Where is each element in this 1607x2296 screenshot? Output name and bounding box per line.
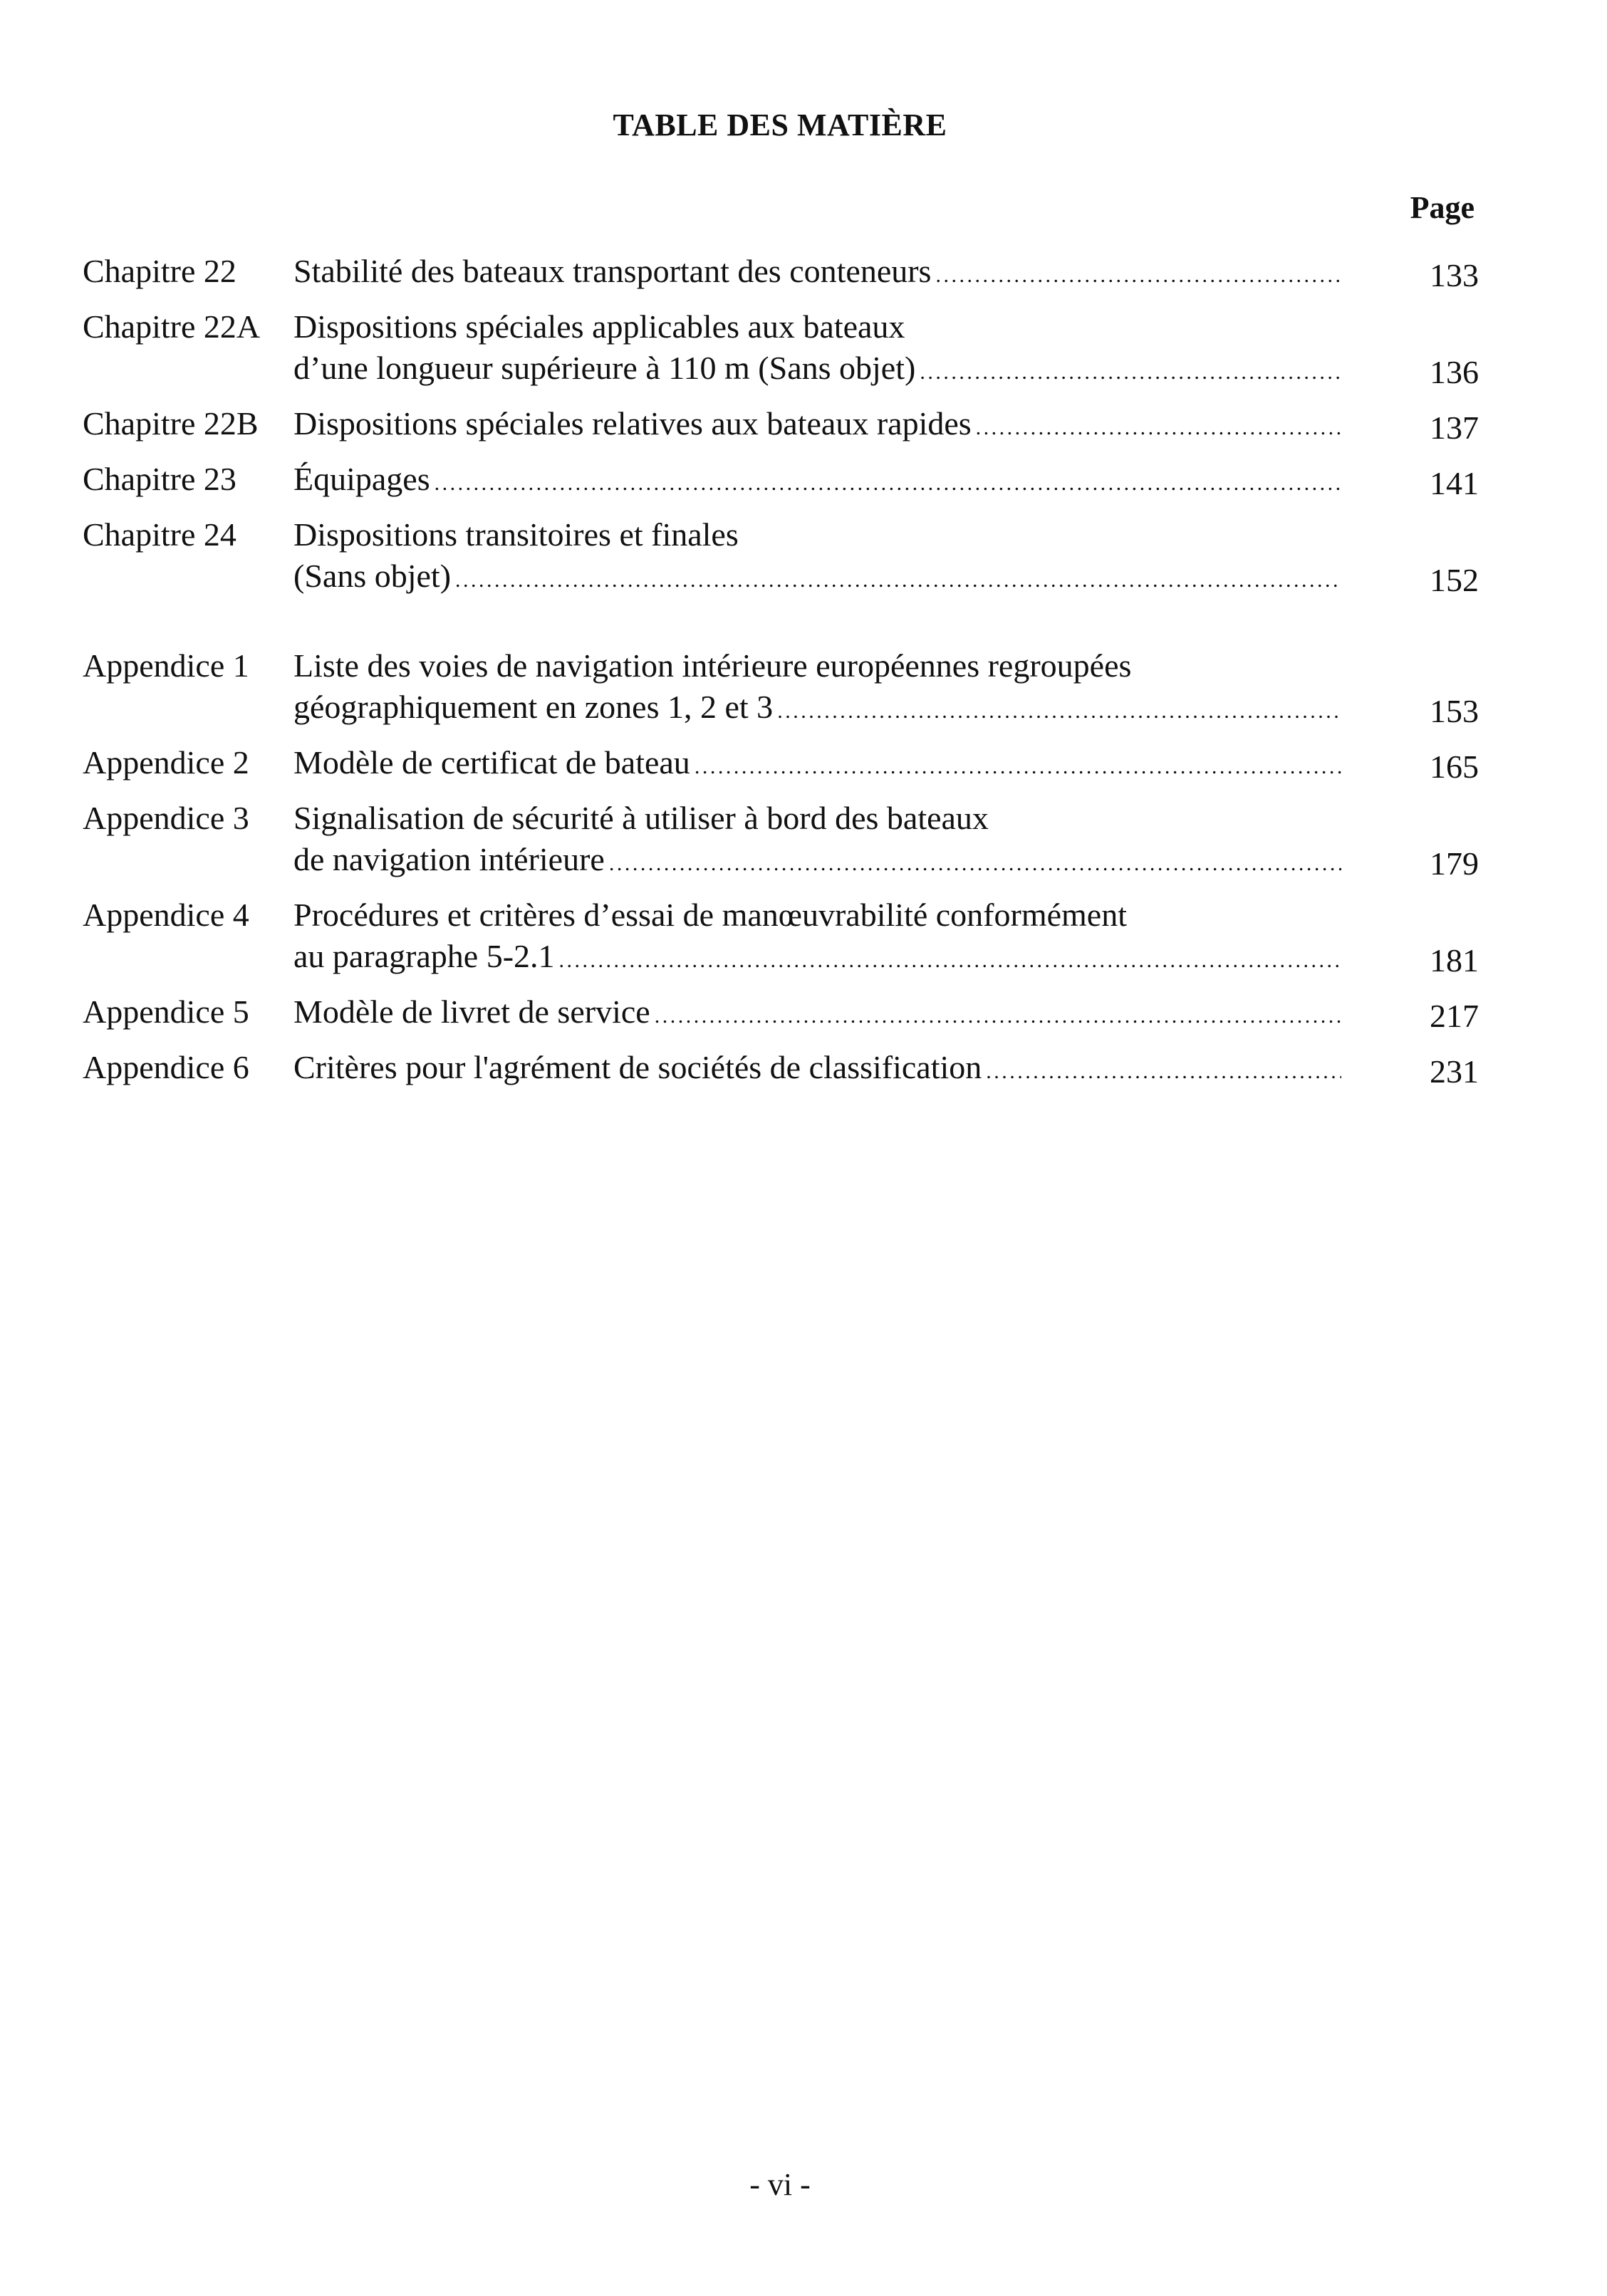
entry-label: Chapitre 22A xyxy=(83,308,261,345)
entry-title-line: Modèle de certificat de bateau xyxy=(293,744,690,781)
entry-page-number: 217 xyxy=(1430,998,1479,1034)
entry-title-line: Dispositions transitoires et finales xyxy=(293,516,739,553)
dot-leader xyxy=(986,1047,1341,1092)
entry-page-number: 181 xyxy=(1430,942,1479,979)
page-column-header: Page xyxy=(1410,190,1475,225)
dot-leader xyxy=(976,403,1341,449)
entry-page-number: 231 xyxy=(1430,1053,1479,1090)
dot-leader xyxy=(435,459,1341,504)
toc-entry[interactable] xyxy=(83,894,1479,981)
entry-title-line: géographiquement en zones 1, 2 et 3 xyxy=(293,689,774,725)
entry-title-line: Signalisation de sécurité à utiliser à bord des bateaux xyxy=(293,800,989,836)
entry-label: Appendice 6 xyxy=(83,1049,249,1085)
entry-label: Chapitre 22B xyxy=(83,405,259,442)
entry-title xyxy=(293,306,1341,393)
appendices-section xyxy=(83,645,1479,1092)
entry-label: Appendice 2 xyxy=(83,744,249,781)
dot-leader xyxy=(695,742,1341,788)
entry-page-number: 137 xyxy=(1430,409,1479,446)
entry-title-line: Modèle de livret de service xyxy=(293,993,650,1030)
entry-title-line: d’une longueur supérieure à 110 m (Sans objet) xyxy=(293,350,916,386)
table-of-contents xyxy=(83,251,1479,1102)
toc-entry[interactable] xyxy=(83,798,1479,885)
dot-leader xyxy=(655,991,1341,1037)
entry-label: Appendice 1 xyxy=(83,647,249,684)
entry-title-line: Dispositions spéciales applicables aux bateaux xyxy=(293,308,905,345)
entry-label: Chapitre 23 xyxy=(83,461,236,497)
chapters-section xyxy=(83,251,1479,601)
toc-entry[interactable] xyxy=(83,991,1479,1037)
page-footer-number: - vi - xyxy=(749,2167,811,2202)
toc-entry[interactable] xyxy=(83,306,1479,393)
toc-entry[interactable] xyxy=(83,514,1479,601)
entry-page-number: 153 xyxy=(1430,693,1479,729)
entry-title-line: Critères pour l'agrément de sociétés de classification xyxy=(293,1049,982,1085)
entry-title xyxy=(293,798,1341,885)
entry-title xyxy=(293,459,1341,504)
entry-page-number: 141 xyxy=(1430,465,1479,501)
entry-title xyxy=(293,742,1341,788)
entry-label: Chapitre 24 xyxy=(83,516,236,553)
entry-title xyxy=(293,1047,1341,1092)
dot-leader xyxy=(777,687,1341,732)
entry-label: Chapitre 22 xyxy=(83,253,236,289)
entry-label: Appendice 5 xyxy=(83,993,249,1030)
entry-title-line: de navigation intérieure xyxy=(293,841,605,877)
entry-title xyxy=(293,403,1341,449)
entry-title-line: (Sans objet) xyxy=(293,558,452,594)
dot-leader xyxy=(609,839,1341,885)
entry-label: Appendice 4 xyxy=(83,897,249,933)
toc-entry[interactable] xyxy=(83,645,1479,732)
entry-title-line: Procédures et critères d’essai de manœuvrabilité conformément xyxy=(293,897,1127,933)
entry-title-line: Stabilité des bateaux transportant des conteneurs xyxy=(293,253,932,289)
dot-leader xyxy=(935,251,1341,296)
entry-page-number: 133 xyxy=(1430,257,1479,293)
toc-entry[interactable] xyxy=(83,403,1479,449)
dot-leader xyxy=(455,555,1341,601)
toc-entry[interactable] xyxy=(83,459,1479,504)
entry-page-number: 152 xyxy=(1430,562,1479,598)
dot-leader xyxy=(559,936,1341,981)
dot-leader xyxy=(920,348,1341,393)
toc-entry[interactable] xyxy=(83,251,1479,296)
entry-label: Appendice 3 xyxy=(83,800,249,836)
entry-page-number: 136 xyxy=(1430,354,1479,390)
page-title: TABLE DES MATIÈRE xyxy=(613,108,947,142)
entry-title-line: Dispositions spéciales relatives aux bateaux rapides xyxy=(293,405,972,442)
entry-title xyxy=(293,251,1341,296)
toc-entry[interactable] xyxy=(83,1047,1479,1092)
entry-page-number: 179 xyxy=(1430,845,1479,882)
entry-page-number: 165 xyxy=(1430,748,1479,785)
entry-title xyxy=(293,514,1341,601)
entry-title xyxy=(293,991,1341,1037)
entry-title xyxy=(293,645,1341,732)
entry-title xyxy=(293,894,1341,981)
entry-title-line: Équipages xyxy=(293,461,430,497)
entry-title-line: au paragraphe 5-2.1 xyxy=(293,938,555,974)
entry-title-line: Liste des voies de navigation intérieure européennes regroupées xyxy=(293,647,1132,684)
toc-entry[interactable] xyxy=(83,742,1479,788)
